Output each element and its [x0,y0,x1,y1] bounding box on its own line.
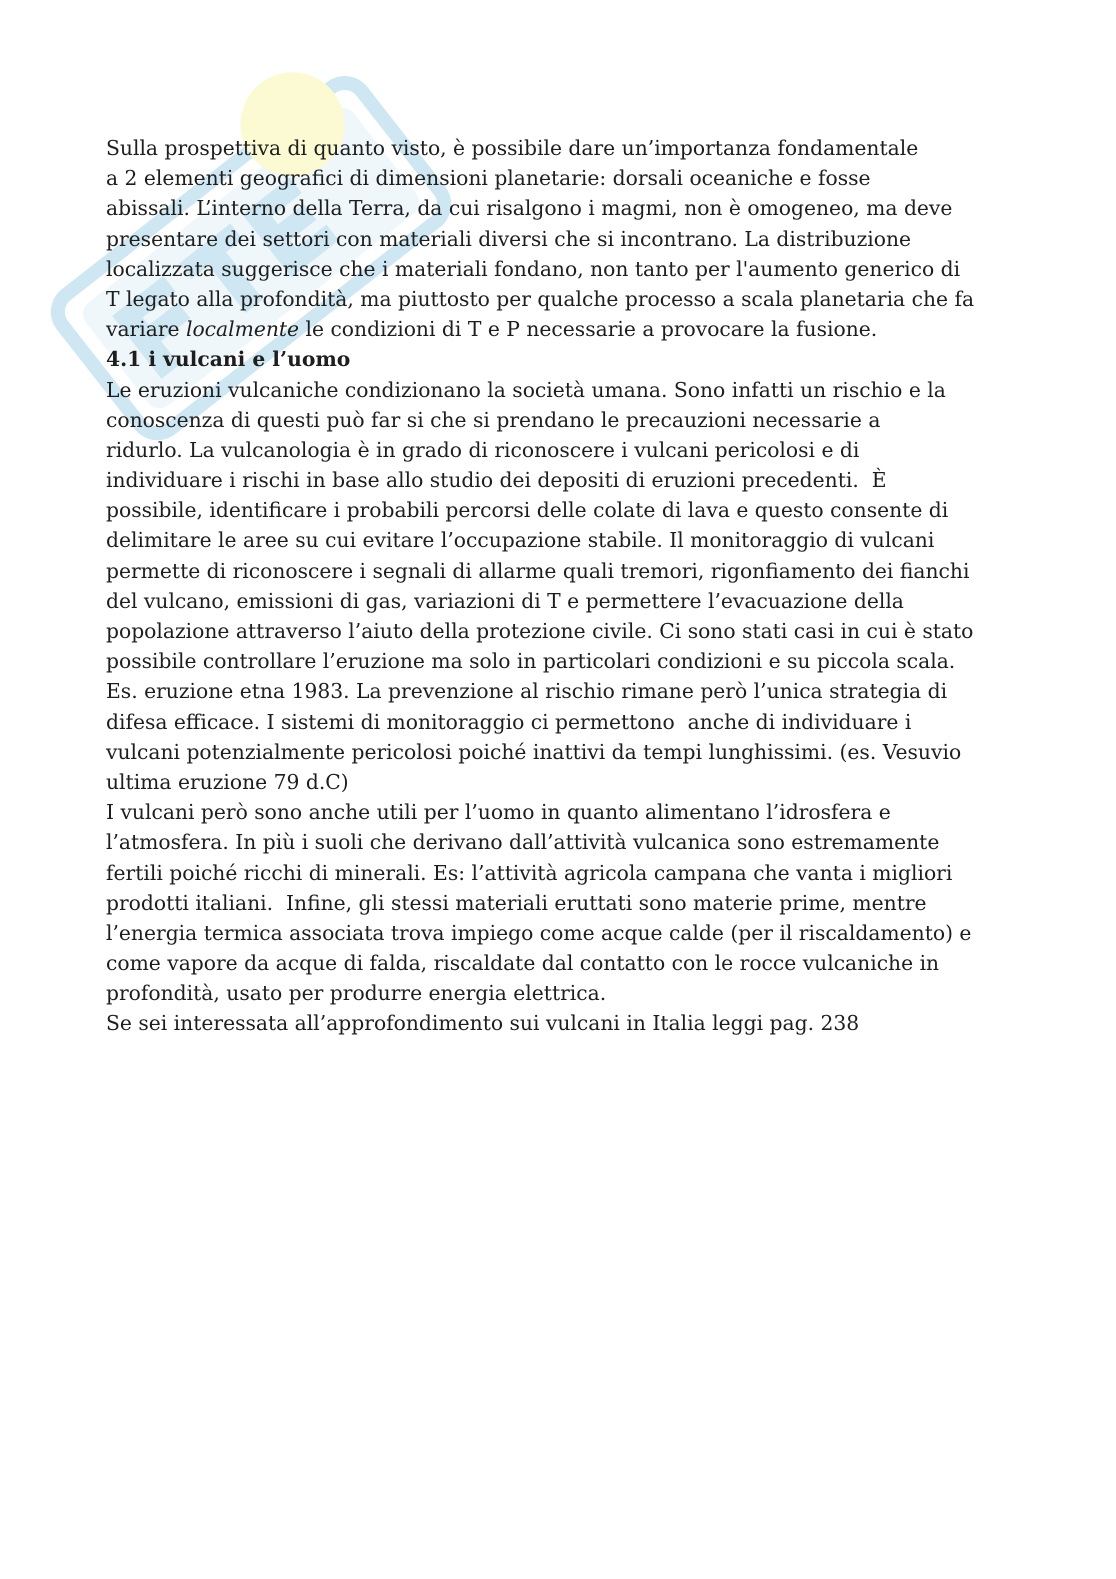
text-fragment: le condizioni di T e P necessarie a provocare la fusione. [299,317,878,342]
text-line: Le eruzioni vulcaniche condizionano la società umana. Sono infatti un rischio e la [106,377,946,402]
text-line: difesa efficace. I sistemi di monitoraggio ci permettono anche di individuare i [106,709,912,734]
text-line: individuare i rischi in base allo studio dei depositi di eruzioni precedenti. È [106,468,887,493]
text-line: profondità, usato per produrre energia elettrica. [106,981,607,1006]
text-fragment: variare [106,317,186,342]
text-line: Sulla prospettiva di quanto visto, è possibile dare un’importanza fondamentale [106,136,919,160]
section-heading: 4.1 i vulcani e l’uomo [106,347,351,372]
text-line: del vulcano, emissioni di gas, variazioni di T e permettere l’evacuazione della [106,588,904,613]
text-line: vulcani potenzialmente pericolosi poiché inattivi da tempi lunghissimi. (es. Vesuvio [106,739,962,764]
text-line: I vulcani però sono anche utili per l’uomo in quanto alimentano l’idrosfera e [106,800,891,825]
text-line: delimitare le aree su cui evitare l’occupazione stabile. Il monitoraggio di vulcani [106,528,935,553]
text-line: Es. eruzione etna 1983. La prevenzione al rischio rimane però l’unica strategia di [106,679,948,704]
text-line: l’atmosfera. In più i suoli che derivano dall’attività vulcanica sono estremamente [106,830,940,855]
text-line: presentare dei settori con materiali diversi che si incontrano. La distribuzione [106,226,912,251]
text-line: permette di riconoscere i segnali di allarme quali tremori, rigonfiamento dei fianchi [106,558,970,583]
text-line: a 2 elementi geografici di dimensioni planetarie: dorsali oceaniche e fosse [106,166,871,191]
text-line [106,314,1006,344]
text-line: conoscenza di questi può far si che si prendano le precauzioni necessarie a [106,407,881,432]
text-line: l’energia termica associata trova impiego come acque calde (per il riscaldamento) e [106,920,972,945]
text-line: popolazione attraverso l’aiuto della protezione civile. Ci sono stati casi in cui è stato [106,619,974,643]
text-line: localizzata suggerisce che i materiali fondano, non tanto per l'aumento generico di [106,256,961,281]
text-line: ridurlo. La vulcanologia è in grado di riconoscere i vulcani pericolosi e di [106,437,860,462]
text-line: Se sei interessata all’approfondimento sui vulcani in Italia leggi pag. 238 [106,1011,860,1036]
text-line: abissali. L’interno della Terra, da cui risalgono i magmi, non è omogeneo, ma deve [106,196,953,221]
text-line: come vapore da acque di falda, riscaldate dal contatto con le rocce vulcaniche in [106,951,940,976]
text-line: ultima eruzione 79 d.C) [106,769,349,794]
document-body [106,133,1006,1039]
text-line: possibile controllare l’eruzione ma solo in particolari condizioni e su piccola scala. [106,649,956,674]
text-line: T legato alla profondità, ma piuttosto per qualche processo a scala planetaria che fa [106,286,975,311]
text-line: prodotti italiani. Infine, gli stessi materiali eruttati sono materie prime, mentre [106,890,927,915]
italic-word: localmente [185,317,300,342]
text-line: possibile, identificare i probabili percorsi delle colate di lava e questo consente di [106,498,949,523]
text-line: fertili poiché ricchi di minerali. Es: l’attività agricola campana che vanta i migliori [106,860,953,885]
